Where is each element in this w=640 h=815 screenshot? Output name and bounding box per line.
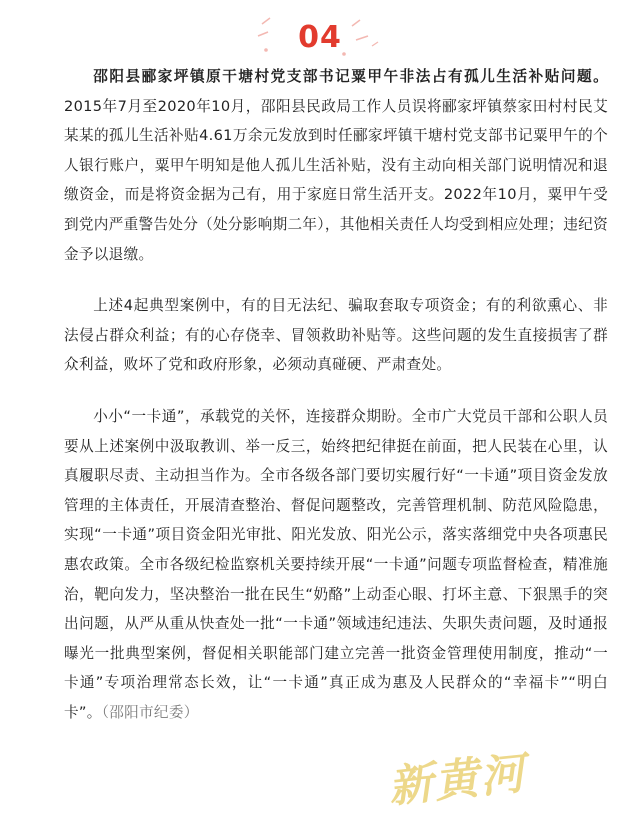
watermark-logo: 新黄河 <box>386 747 529 814</box>
case-paragraph <box>64 62 608 269</box>
case-body: 2015年7月至2020年10月，邵阳县民政局工作人员误将郦家坪镇蔡家田村村民艾某某的孤儿生活补贴4.61万余元发放到时任郦家坪镇干塘村党支部书记粟甲午的个人银行账户，粟甲午明知是他人孤儿生活补贴，没有主动向相关部门说明情况和退缴资金，而是将资金据为己有，用于家庭日常生活开支。2022年10月，粟甲午受到党内严重警告处分（处分影响期二年），其他相关责任人均受到相应处理；违纪资金予以退缴。 <box>64 97 608 263</box>
section-header <box>0 6 640 68</box>
article-body <box>64 62 608 727</box>
closing-text: 小小“一卡通”，承载党的关怀，连接群众期盼。全市广大党员干部和公职人员要从上述案例中汲取教训、举一反三，始终把纪律挺在前面，把人民装在心里，认真履职尽责、主动担当作为。全市各级各部门要切实履行好“一卡通”项目资金发放管理的主体责任，开展清查整治、督促问题整改，完善管理机制、防范风险隐患，实现“一卡通”项目资金阳光审批、阳光发放、阳光公示，落实落细党中央各项惠民惠农政策。全市各级纪检监察机关要持续开展“一卡通”问题专项监督检查，精准施治，靶向发力，坚决整治一批在民生“奶酪”上动歪心眼、打坏主意、下狠黑手的突出问题，从严从重从快查处一批“一卡通”领域违纪违法、失职失责问题，及时通报曝光一批典型案例，督促相关职能部门建立完善一批资金管理使用制度，推动“一卡通”专项治理常态长效，让“一卡通”真正成为惠及人民群众的“幸福卡”“明白卡”。 <box>64 407 608 721</box>
section-number: 04 <box>298 20 342 55</box>
summary-paragraph: 上述4起典型案例中，有的目无法纪、骗取套取专项资金；有的利欲熏心、非法侵占群众利益；有的心存侥幸、冒领救助补贴等。这些问题的发生直接损害了群众利益，败坏了党和政府形象，必须动真碰硬、严肃查处。 <box>64 297 608 374</box>
case-title: 邵阳县郦家坪镇原干塘村党支部书记粟甲午非法占有孤儿生活补贴问题。 <box>93 68 608 85</box>
source-credit: （邵阳市纪委） <box>101 703 199 721</box>
closing-paragraph <box>64 402 608 728</box>
